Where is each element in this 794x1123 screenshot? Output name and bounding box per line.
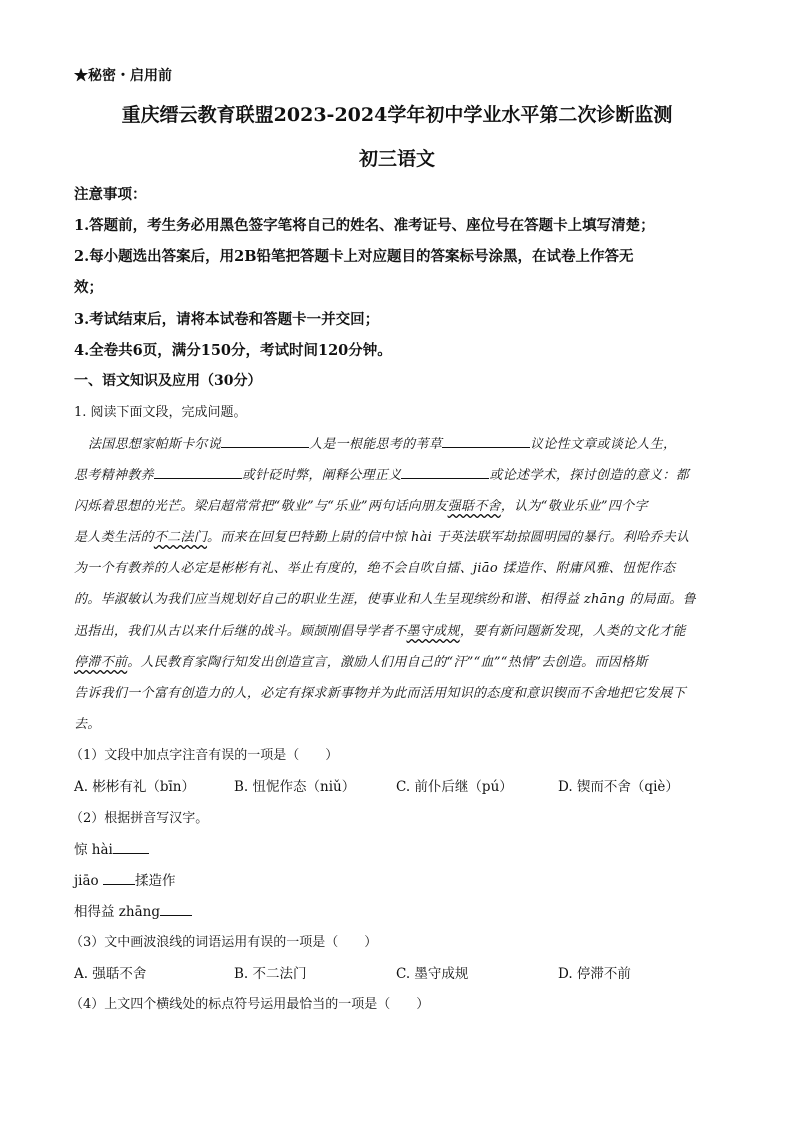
passage-line: 是人类生活的不二法门。而来在回复巴特勤上尉的信中惊 hài 于英法联军劫掠圆明园的暴行。利哈乔夫认 xyxy=(74,530,690,545)
wavy-underlined-term: 墨守成规 xyxy=(406,624,460,639)
passage-line: 为一个有教养的人必定是彬彬有礼、举止有度的，绝不会自吹自擂、jiāo 揉造作、附庸风雅、忸怩作态 xyxy=(74,561,676,576)
wavy-underlined-term: 不二法门 xyxy=(153,530,208,545)
subquestion-1: （1）文段中加点字注音有误的一项是（ ） xyxy=(70,748,339,763)
exam-title: 重庆缙云教育联盟2023-2024学年初中学业水平第二次诊断监测 xyxy=(121,104,673,126)
notice-item: 1.答题前，考生务必用黑色签字笔将自己的姓名、准考证号、座位号在答题卡上填写清楚； xyxy=(74,217,655,234)
option-a: A. 彬彬有礼（bīn） xyxy=(74,779,195,795)
option-d: D. 停滞不前 xyxy=(558,966,631,982)
notice-item: 效； xyxy=(74,279,103,296)
passage-line: 闪烁着思想的光芒。梁启超常常把“敬业”与“乐业”两句话向朋友强聒不舍，认为“敬业乐业”四个字 xyxy=(74,499,648,514)
option-c: C. 前仆后继（pú） xyxy=(396,779,513,795)
option-b: B. 不二法门 xyxy=(234,966,307,982)
passage-line: 迅指出，我们从古以来什后继的战斗。顾颉刚倡导学者不墨守成规，要有新问题新发现，人类的文化才能 xyxy=(74,624,686,639)
passage-line: 去。 xyxy=(74,717,101,732)
notice-item: 2.每小题选出答案后，用2B铅笔把答题卡上对应题目的答案标号涂黑，在试卷上作答无 xyxy=(74,248,634,265)
passage-line: 思考精神教养 或针砭时弊，阐释公理正义 或论述学术，探讨创造的意义：都 xyxy=(74,464,714,483)
punctuation-blank xyxy=(221,433,309,448)
pinyin-item: jiāo 揉造作 xyxy=(74,869,175,889)
confidential-label: ★秘密・启用前 xyxy=(74,68,172,84)
punctuation-blank xyxy=(442,433,530,448)
option-d: D. 锲而不舍（qiè） xyxy=(558,779,679,795)
answer-blank[interactable] xyxy=(103,870,135,885)
section-heading: 一、语文知识及应用（30分） xyxy=(74,373,262,389)
passage-line: 的。毕淑敏认为我们应当规划好自己的职业生涯，使事业和人生呈现缤纷和谐、相得益 zhāng 的局面。鲁 xyxy=(74,592,696,607)
wavy-underlined-term: 停滞不前 xyxy=(74,655,128,670)
passage-line: 法国思想家帕斯卡尔说 人是一根能思考的苇草 议论性文章或谈论人生， xyxy=(88,433,728,452)
notice-heading: 注意事项： xyxy=(74,186,147,203)
option-c: C. 墨守成规 xyxy=(396,966,469,982)
wavy-underlined-term: 强聒不舍 xyxy=(447,499,501,514)
subquestion-4: （4）上文四个横线处的标点符号运用最恰当的一项是（ ） xyxy=(70,997,430,1012)
punctuation-blank xyxy=(154,464,242,479)
notice-item: 3.考试结束后，请将本试卷和答题卡一并交回； xyxy=(74,311,380,328)
exam-subject: 初三语文 xyxy=(358,148,435,170)
subquestion-2: （2）根据拼音写汉字。 xyxy=(70,811,209,826)
option-b: B. 忸怩作态（niǔ） xyxy=(234,779,356,795)
option-a: A. 强聒不舍 xyxy=(74,966,147,982)
notice-item: 4.全卷共6页，满分150分，考试时间120分钟。 xyxy=(74,342,392,359)
question-1-prompt: 1. 阅读下面文段，完成问题。 xyxy=(74,405,247,420)
pinyin-item: 惊 hài xyxy=(74,838,149,858)
answer-blank[interactable] xyxy=(113,839,149,854)
answer-blank[interactable] xyxy=(160,901,192,916)
subquestion-3: （3）文中画波浪线的词语运用有误的一项是（ ） xyxy=(70,935,378,950)
passage-line: 停滞不前。人民教育家陶行知发出创造宣言，激励人们用自己的“汗”“血”“热情”去创造。而因格斯 xyxy=(74,655,648,670)
punctuation-blank xyxy=(401,464,489,479)
passage-line: 告诉我们一个富有创造力的人，必定有探求新事物并为此而活用知识的态度和意识锲而不舍地把它发展下 xyxy=(74,686,686,701)
pinyin-item: 相得益 zhāng xyxy=(74,900,192,920)
